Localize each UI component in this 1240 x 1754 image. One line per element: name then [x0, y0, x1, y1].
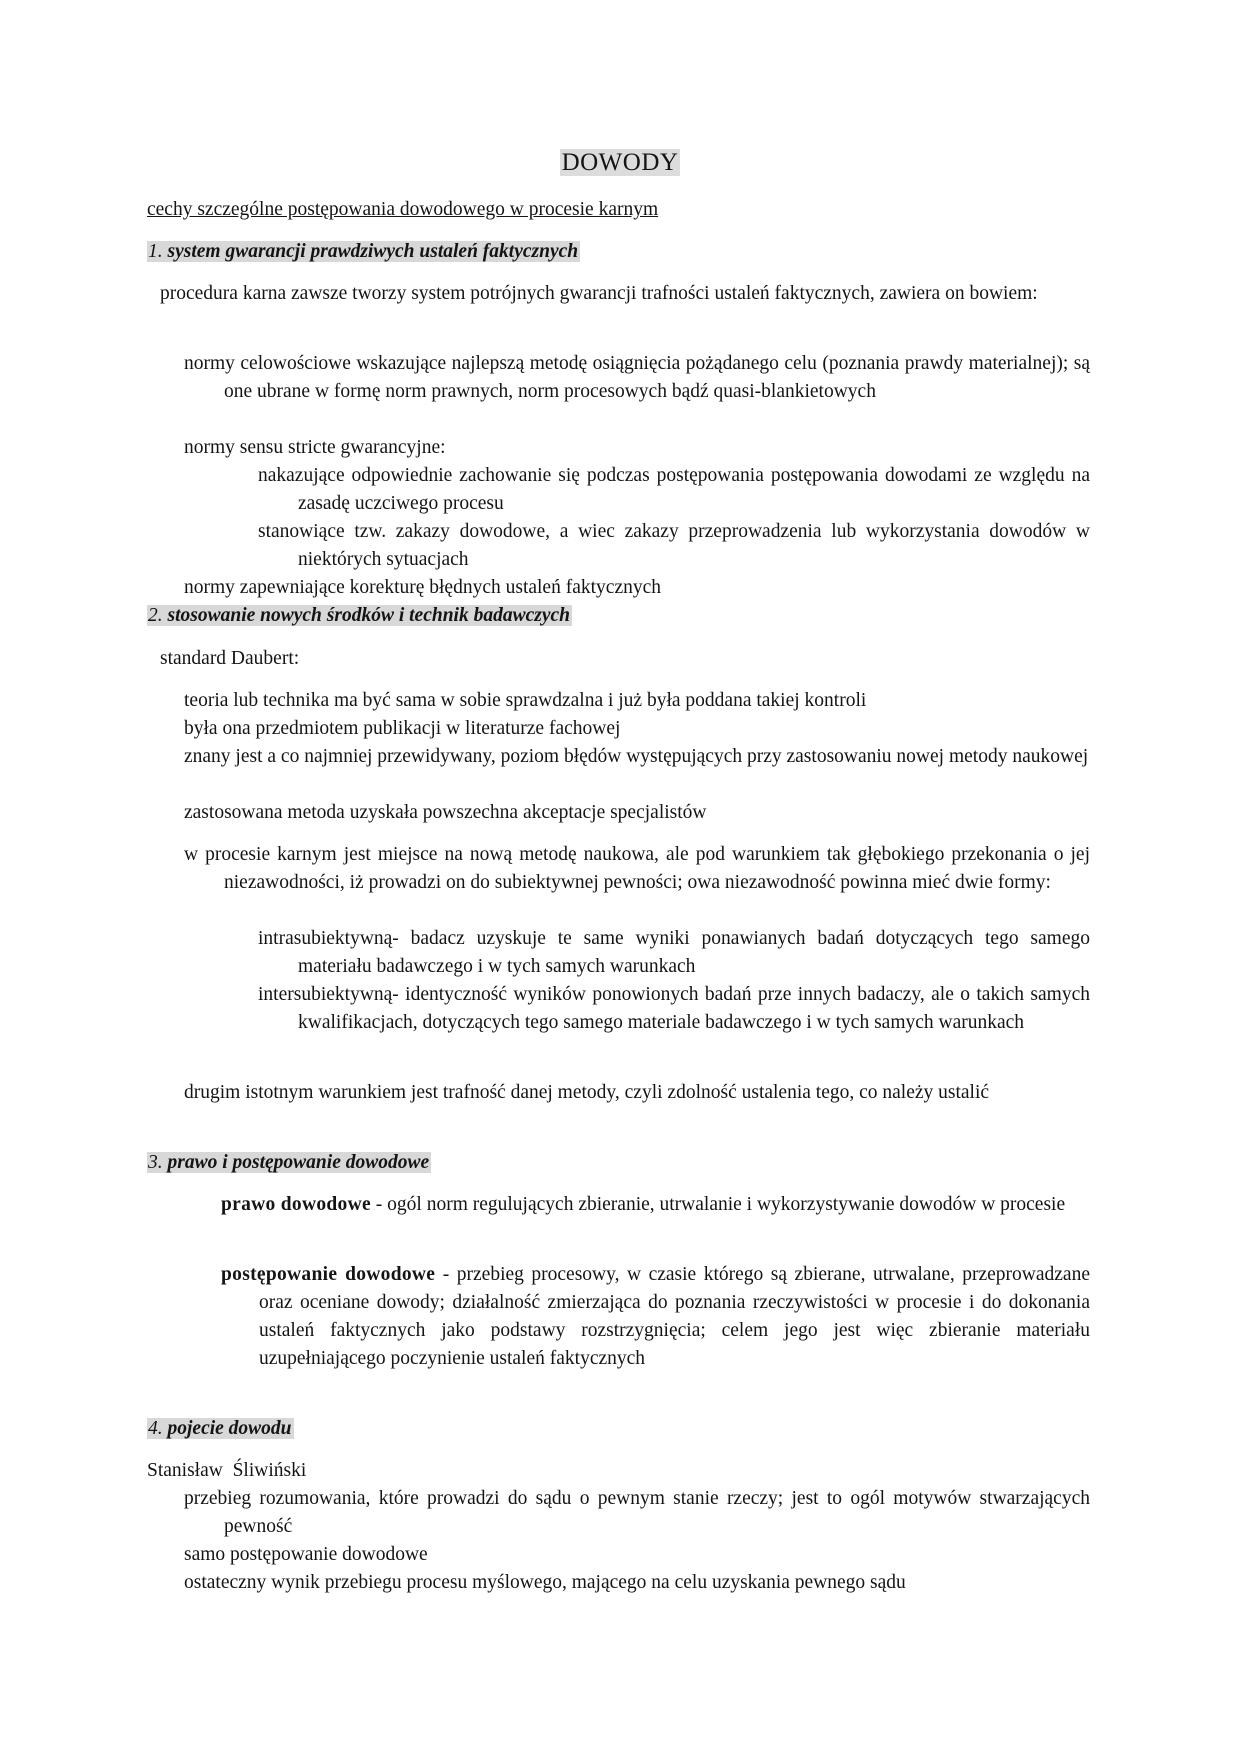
term-postepowanie-dowodowe: postępowanie dowodowe	[221, 1264, 436, 1285]
section-3-heading: 3. prawo i postępowanie dowodowe	[148, 1152, 430, 1173]
term-prawo-dowodowe: prawo dowodowe	[221, 1194, 371, 1215]
section-1-item-korekture: normy zapewniające korekturę błędnych ustaleń faktycznych	[184, 577, 661, 598]
section-1-subitem-zakazy: stanowiące tzw. zakazy dowodowe, a wiec zakazy przeprowadzenia lub wykorzystania dowodów w niektórych sytuacjach	[258, 521, 1090, 570]
section-1-subitem-nakazujace: nakazujące odpowiednie zachowanie się podczas postępowania postępowania dowodami ze względu na zasadę uczciwego procesu	[258, 465, 1090, 514]
definition-prawo-dowodowe: prawo dowodowe - ogól norm regulujących zbieranie, utrwalanie i wykorzystywanie dowodów w procesie	[221, 1194, 1066, 1215]
document-title: DOWODY	[561, 149, 679, 176]
section-2-subitem-intersubiektywna: intersubiektywną- identyczność wyników ponowionych badań prze innych badaczy, ale o takich samych kwalifikacjach, dotyczących tego samego materiale badawczego i w tych samych warunkach	[258, 984, 1090, 1033]
section-2-heading: 2. stosowanie nowych środków i technik badawczych	[148, 605, 570, 626]
section-1-intro: procedura karna zawsze tworzy system potrójnych gwarancji trafności ustaleń faktycznych, zawiera on bowiem:	[160, 283, 1038, 304]
section-1-item-celowosciowe: normy celowościowe wskazujące najlepszą metodę osiągnięcia pożądanego celu (poznania prawdy materialnej); są one ubrane w formę norm prawnych, norm procesowych bądź quasi-blankietowych	[184, 353, 1090, 402]
dowod-item-2: samo postępowanie dowodowe	[184, 1544, 428, 1565]
section-1-item-gwarancyjne: normy sensu stricte gwarancyjne:	[184, 437, 446, 458]
section-2-subitem-intrasubiektywna: intrasubiektywną- badacz uzyskuje te same wyniki ponawianych badań dotyczących tego samego materiału badawczego i w tych samych warunkach	[258, 928, 1090, 977]
author-name: Stanisław Śliwiński	[147, 1460, 307, 1481]
section-4-heading: 4. pojecie dowodu	[148, 1418, 292, 1439]
section-2-paragraph-niezawodnosc: w procesie karnym jest miejsce na nową metodę naukowa, ale pod warunkiem tak głębokiego przekonania o jej niezawodności, iż prowadzi on do subiektywnej pewności; owa niezawodność powinna mieć dwie formy:	[184, 844, 1090, 893]
dowod-item-3: ostateczny wynik przebiegu procesu myślowego, mającego na celu uzyskania pewnego sądu	[184, 1572, 906, 1593]
section-2-intro: standard Daubert:	[160, 648, 300, 669]
document-subtitle: cechy szczególne postępowania dowodowego w procesie karnym	[147, 199, 659, 220]
section-2-paragraph-trafnosc: drugim istotnym warunkiem jest trafność danej metody, czyli zdolność ustalenia tego, co należy ustalić	[184, 1082, 990, 1103]
daubert-item-3: znany jest a co najmniej przewidywany, poziom błędów występujących przy zastosowaniu nowej metody naukowej	[184, 746, 1089, 767]
daubert-item-4: zastosowana metoda uzyskała powszechna akceptacje specjalistów	[184, 802, 707, 823]
dowod-item-1: przebieg rozumowania, które prowadzi do sądu o pewnym stanie rzeczy; jest to ogól motywów stwarzających pewność	[184, 1488, 1090, 1537]
definition-postepowanie-dowodowe: postępowanie dowodowe - przebieg procesowy, w czasie którego są zbierane, utrwalane, przeprowadzane oraz oceniane dowody; działalność zmierzająca do poznania rzeczywistości w procesie i do dokonania ustaleń faktycznych jako podstawy rozstrzygnięcia; celem jego jest więc zbieranie materiału uzupełniającego poczynienie ustaleń faktycznych	[221, 1264, 1090, 1369]
section-1-heading: 1. system gwarancji prawdziwych ustaleń faktycznych	[148, 241, 579, 262]
daubert-item-2: była ona przedmiotem publikacji w literaturze fachowej	[184, 718, 621, 739]
daubert-item-1: teoria lub technika ma być sama w sobie sprawdzalna i już była poddana takiej kontroli	[184, 690, 867, 711]
